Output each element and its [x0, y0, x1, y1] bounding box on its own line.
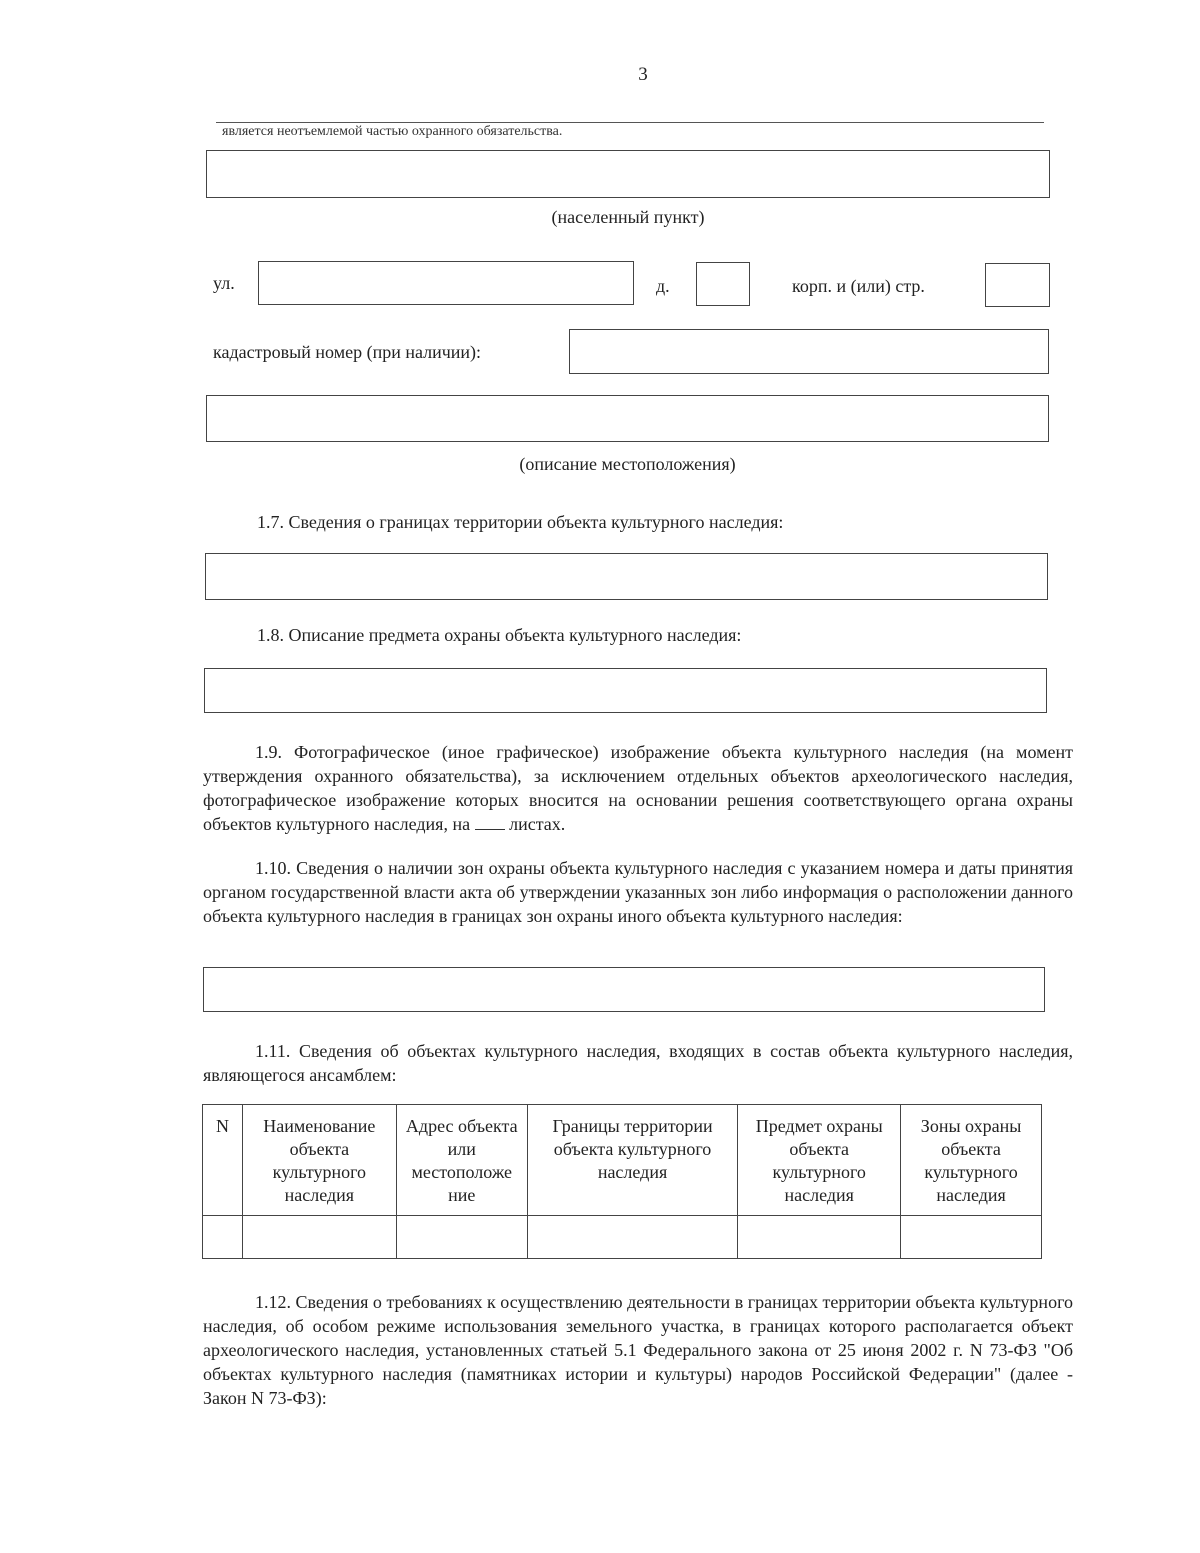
section-1-9-text: 1.9. Фотографическое (иное графическое) изображение объекта культурного наследия (на момент утверждения охранного обязательства), за исключением отдельных объектов археологического наследия, фотографическое изображение которых вносится на основании решения соответствующего органа охраны объектов культурного наследия, на	[203, 742, 1073, 834]
section-1-9	[203, 740, 1073, 836]
zones-field[interactable]	[203, 967, 1045, 1012]
table-header-row	[203, 1105, 1042, 1216]
table-cell[interactable]	[527, 1216, 738, 1259]
street-field[interactable]	[258, 261, 634, 305]
col-header-boundaries: Границы территории объекта культурного наследия	[527, 1105, 738, 1216]
section-1-11	[203, 1039, 1073, 1087]
locality-caption: (населенный пункт)	[551, 207, 705, 227]
section-1-11-text: 1.11. Сведения об объектах культурного наследия, входящих в состав объекта культурного наследия, являющегося ансамблем:	[203, 1041, 1073, 1085]
building-field[interactable]	[985, 263, 1050, 307]
col-header-protection-subject: Предмет охраны объекта культурного наследия	[738, 1105, 901, 1216]
section-1-12	[203, 1290, 1073, 1410]
house-label: д.	[656, 276, 670, 296]
table-row	[203, 1216, 1042, 1259]
sheets-blank[interactable]	[475, 813, 505, 830]
cadastral-field[interactable]	[569, 329, 1049, 374]
section-1-7: 1.7. Сведения о границах территории объекта культурного наследия:	[257, 512, 784, 532]
top-rule	[216, 122, 1044, 123]
table-cell[interactable]	[738, 1216, 901, 1259]
location-caption: (описание местоположения)	[519, 454, 736, 474]
top-note: является неотъемлемой частью охранного обязательства.	[222, 124, 563, 139]
page-number: 3	[638, 64, 648, 85]
col-header-name: Наименование объекта культурного наследия	[242, 1105, 396, 1216]
col-header-number: N	[203, 1105, 243, 1216]
locality-field[interactable]	[206, 150, 1050, 198]
table-cell[interactable]	[901, 1216, 1042, 1259]
section-1-10-text: 1.10. Сведения о наличии зон охраны объекта культурного наследия с указанием номера и даты принятия органом государственной власти акта об утверждении указанных зон либо информация о расположении данного объекта культурного наследия в границах зон охраны иного объекта культурного наследия:	[203, 858, 1073, 926]
table-cell[interactable]	[242, 1216, 396, 1259]
section-1-12-text: 1.12. Сведения о требованиях к осуществлению деятельности в границах территории объекта культурного наследия, об особом режиме использования земельного участка, в границах которого располагается объект археологического наследия, установленных статьей 5.1 Федерального закона от 25 июня 2002 г. N 73-ФЗ "Об объектах культурного наследия (памятниках истории и культуры) народов Российской Федерации" (далее - Закон N 73-ФЗ):	[203, 1292, 1073, 1408]
col-header-protection-zones: Зоны охраны объекта культурного наследия	[901, 1105, 1042, 1216]
section-1-10	[203, 856, 1073, 928]
building-label: корп. и (или) стр.	[792, 276, 925, 296]
location-field[interactable]	[206, 395, 1049, 442]
house-field[interactable]	[696, 262, 750, 306]
table-cell[interactable]	[396, 1216, 527, 1259]
territory-field[interactable]	[205, 553, 1048, 600]
cadastral-label: кадастровый номер (при наличии):	[213, 342, 482, 362]
table-cell[interactable]	[203, 1216, 243, 1259]
street-label: ул.	[213, 273, 235, 293]
col-header-address: Адрес объекта или местоположе ние	[396, 1105, 527, 1216]
section-1-9-tail: листах.	[509, 814, 566, 834]
ensemble-table	[202, 1104, 1042, 1259]
protection-subject-field[interactable]	[204, 668, 1047, 713]
section-1-8: 1.8. Описание предмета охраны объекта культурного наследия:	[257, 625, 742, 645]
